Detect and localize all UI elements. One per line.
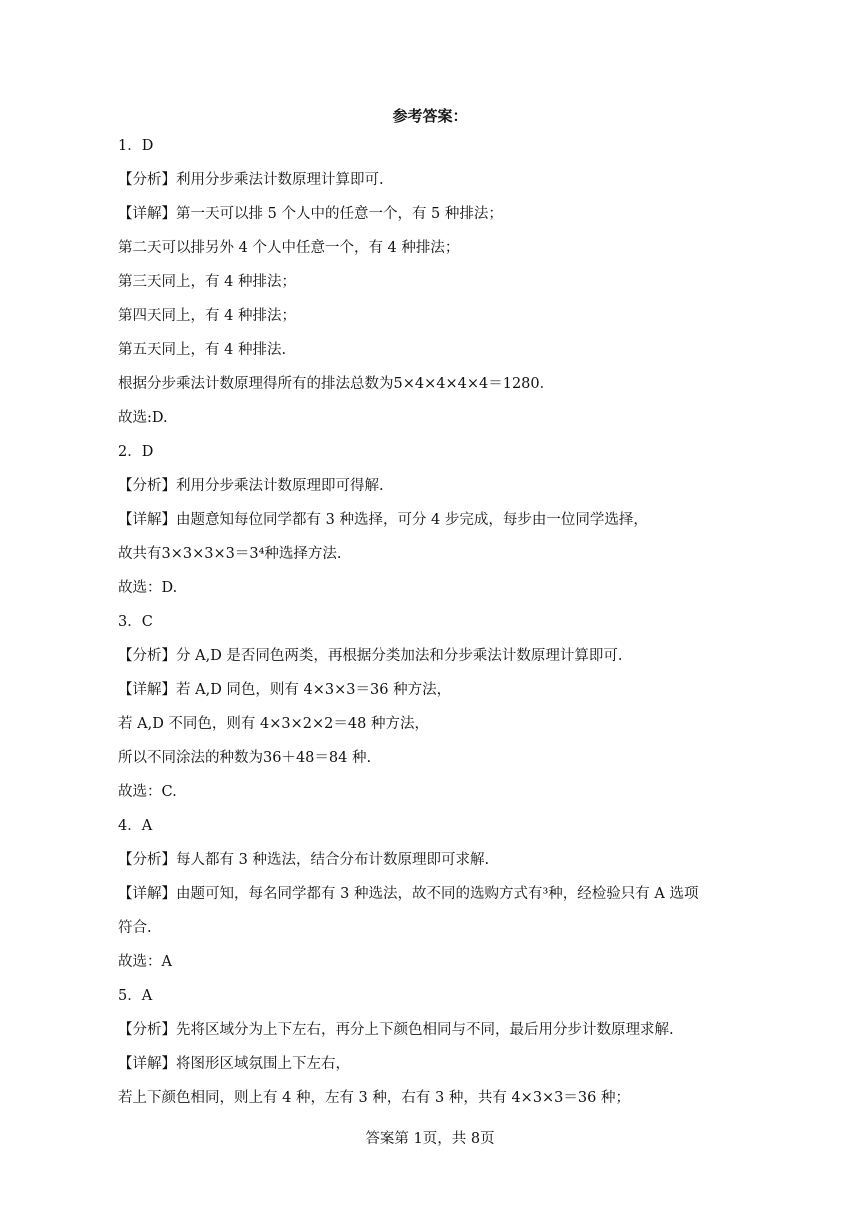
solution-line: 【详解】若 A,D 同色，则有 4×3×3＝36 种方法， [118, 682, 452, 698]
solution-line: 故共有3×3×3×3＝3⁴种选择方法. [118, 546, 342, 562]
solution-line: 【详解】第一天可以排 5 个人中的任意一个，有 5 种排法； [118, 206, 503, 222]
answer-number: 3．C [118, 614, 153, 630]
solution-line: 【详解】将图形区域氛围上下左右， [118, 1056, 350, 1072]
answer-number: 5．A [118, 988, 153, 1004]
analysis-line: 【分析】每人都有 3 种选法，结合分布计数原理即可求解. [118, 852, 490, 868]
solution-line: 【详解】由题可知，每名同学都有 3 种选法，故不同的选购方式有³种，经检验只有 A 选项 [118, 886, 699, 902]
choice-line: 故选:D. [118, 410, 168, 426]
analysis-line: 【分析】分 A,D 是否同色两类，再根据分类加法和分步乘法计数原理计算即可. [118, 648, 623, 664]
answer-number: 2．D [118, 444, 154, 460]
solution-line: 第二天可以排另外 4 个人中任意一个，有 4 种排法； [118, 240, 460, 256]
choice-line: 故选：C. [118, 784, 177, 800]
page-footer: 答案第 1页，共 8页 [365, 1131, 495, 1147]
solution-line: 【详解】由题意知每位同学都有 3 种选择，可分 4 步完成，每步由一位同学选择， [118, 512, 648, 528]
page-title: 参考答案： [392, 107, 468, 125]
solution-line: 第五天同上，有 4 种排法. [118, 342, 287, 358]
solution-line: 符合. [118, 920, 152, 936]
analysis-line: 【分析】先将区域分为上下左右，再分上下颜色相同与不同，最后用分步计数原理求解. [118, 1022, 674, 1038]
solution-line: 第三天同上，有 4 种排法； [118, 274, 296, 290]
analysis-line: 【分析】利用分步乘法计数原理即可得解. [118, 478, 384, 494]
choice-line: 故选：A [118, 954, 172, 970]
choice-line: 故选：D. [118, 580, 178, 596]
answer-number: 4．A [118, 818, 153, 834]
answer-number: 1．D [118, 138, 154, 154]
solution-line: 根据分步乘法计数原理得所有的排法总数为5×4×4×4×4＝1280． [118, 376, 555, 392]
solution-line: 所以不同涂法的种数为36＋48＝84 种. [118, 750, 372, 766]
solution-line: 若上下颜色相同，则上有 4 种，左有 3 种，右有 3 种，共有 4×3×3＝36 种； [118, 1090, 630, 1106]
solution-line: 第四天同上，有 4 种排法； [118, 308, 296, 324]
solution-line: 若 A,D 不同色，则有 4×3×2×2＝48 种方法， [118, 716, 429, 732]
analysis-line: 【分析】利用分步乘法计数原理计算即可. [118, 172, 384, 188]
